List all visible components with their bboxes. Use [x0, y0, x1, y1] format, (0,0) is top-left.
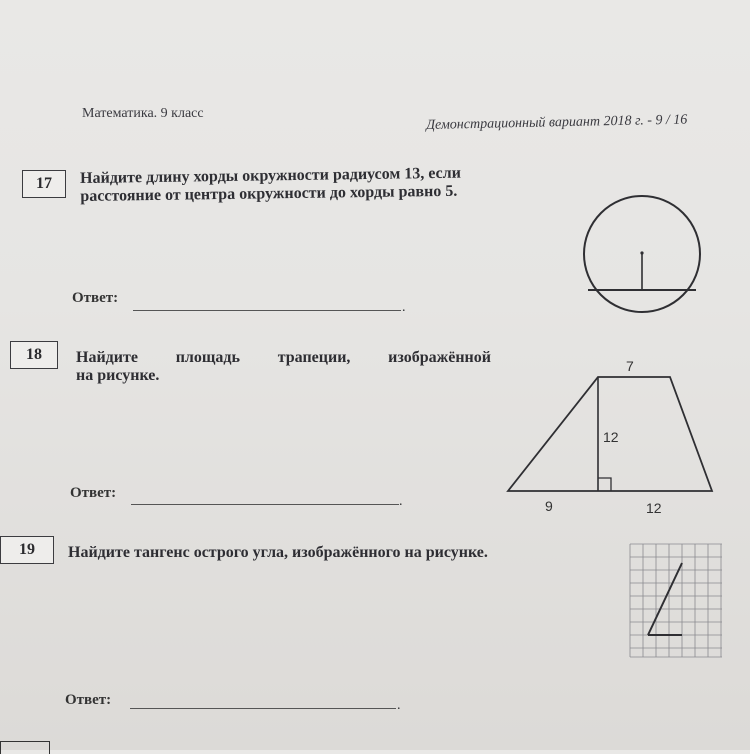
angle-grid-figure	[628, 542, 726, 660]
question-17-line2: расстояние от центра окружности до хорды равно 5.	[80, 182, 458, 205]
grid-lines	[630, 544, 722, 657]
question-17-answer-label: Ответ:	[72, 290, 119, 306]
question-19-answer-line[interactable]	[130, 708, 396, 709]
angle-inclined-ray	[648, 563, 682, 635]
question-18-answer-line[interactable]	[131, 504, 399, 505]
trapezoid-right-base-label: 12	[646, 500, 662, 516]
question-18-text	[76, 349, 491, 385]
center-point	[640, 251, 643, 254]
question-18-answer-label: Ответ:	[70, 485, 117, 501]
question-18-number: 18	[10, 341, 58, 369]
question-19-number: 19	[0, 536, 54, 564]
variant-header: Демонстрационный вариант 2018 г. - 9 / 16	[426, 112, 688, 133]
question-18-line2: на рисунке.	[76, 367, 160, 384]
question-17-answer-line[interactable]	[133, 310, 401, 311]
question-17-text	[80, 165, 461, 206]
question-19-answer-label: Ответ:	[65, 692, 112, 708]
trapezoid-left-base-label: 9	[545, 498, 553, 514]
right-angle-mark	[598, 478, 611, 491]
circle-chord-figure	[570, 185, 710, 325]
question-18-line1: Найдите площадь трапеции, изображённой	[76, 349, 491, 366]
subject-header: Математика. 9 класс	[82, 106, 204, 121]
question-17-number: 17	[22, 170, 66, 198]
question-18-answer-dot: .	[399, 494, 403, 509]
next-question-box	[0, 741, 50, 754]
question-19-answer-dot: .	[397, 698, 401, 713]
trapezoid-height-label: 12	[603, 429, 619, 445]
question-17-line1: Найдите длину хорды окружности радиусом 13, если	[80, 164, 462, 187]
question-17-answer-dot: .	[402, 300, 406, 315]
trapezoid-top-label: 7	[626, 358, 634, 374]
question-19-text: Найдите тангенс острого угла, изображённого на рисунке.	[68, 544, 488, 561]
